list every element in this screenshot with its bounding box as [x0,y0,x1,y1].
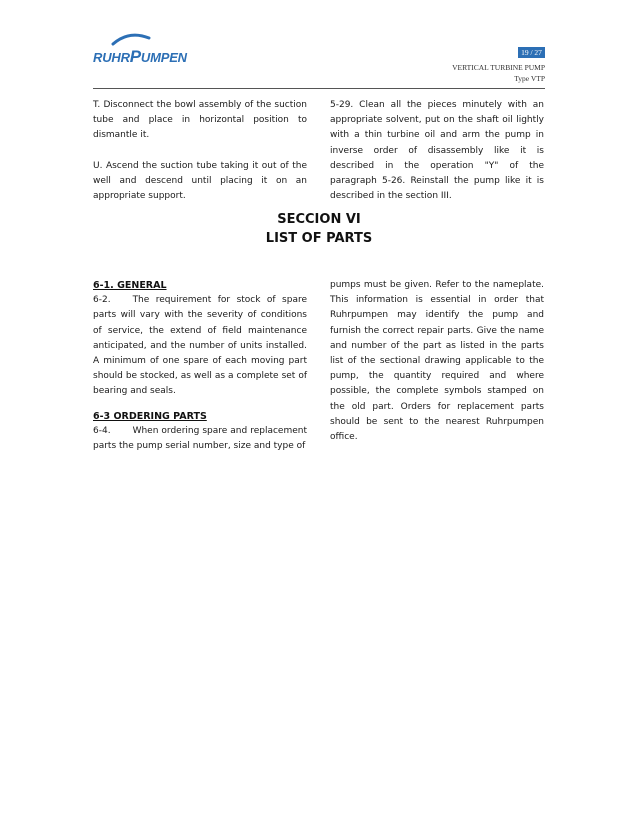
step-t-paragraph: T. Disconnect the bowl assembly of the suction tube and place in horizontal position to dismantle it. [93,100,307,141]
logo-text-umpen: UMPEN [140,50,187,65]
paragraph-6-4-number: 6-4. [93,425,111,436]
paragraph-6-4-text: When ordering spare and replacement parts the pump serial number, size and type of [93,425,307,452]
paragraph-6-2-number: 6-2. [93,295,111,306]
lower-right-column [330,278,544,445]
paragraph-6-4 [93,424,307,454]
paragraph-6-2-text: The requirement for stock of spare parts will vary with the severity of conditions of service, the extend of field maintenance anticipated, and the number of units installed. A minimum of one spare of each moving part should be stocked, as well as a complete set of bearing and seals. [93,295,307,397]
upper-left-column [93,98,307,204]
upper-right-column [330,98,544,204]
logo-text-ruhr: RUHR [93,50,130,65]
ordering-parts-heading: 6-3 ORDERING PARTS [93,410,207,422]
page-number-badge: 19 / 27 [518,47,545,58]
lower-left-column [93,278,307,454]
step-u-paragraph: U. Ascend the suction tube taking it out of the well and descend until placing it on an appropriate support. [93,160,307,202]
general-heading: 6-1. GENERAL [93,280,167,291]
ordering-continued-paragraph: pumps must be given. Refer to the nameplate. This information is essential in order that Ruhrpumpen may identify the pump and furnish the correct repair parts. Give the name and number of the part as listed in the parts list of the sectional drawing applicable to the pump, the quantity required and where possible, the complete symbols stamped on the old part. Orders for replacement parts should be sent to the nearest Ruhrpumpen office. [330,280,544,443]
header-rule [93,88,545,89]
logo-wordmark [93,48,187,66]
document-type: Type VTP [514,74,545,83]
company-logo [93,40,193,70]
logo-swoosh-icon [111,32,151,46]
document-title: VERTICAL TURBINE PUMP [452,63,545,72]
paragraph-6-2 [93,293,307,399]
section-title: SECCION VI [277,212,361,227]
logo-text-p: P [129,47,141,66]
section-subtitle: LIST OF PARTS [265,231,373,246]
paragraph-5-29: 5-29. Clean all the pieces minutely with an appropriate solvent, put on the shaft oil lightly with a thin turbine oil and arm the pump in inverse order of disassembly like it is described in the operation "Y" of the paragraph 5-26. Reinstall the pump like it is described in the section III. [330,100,544,202]
